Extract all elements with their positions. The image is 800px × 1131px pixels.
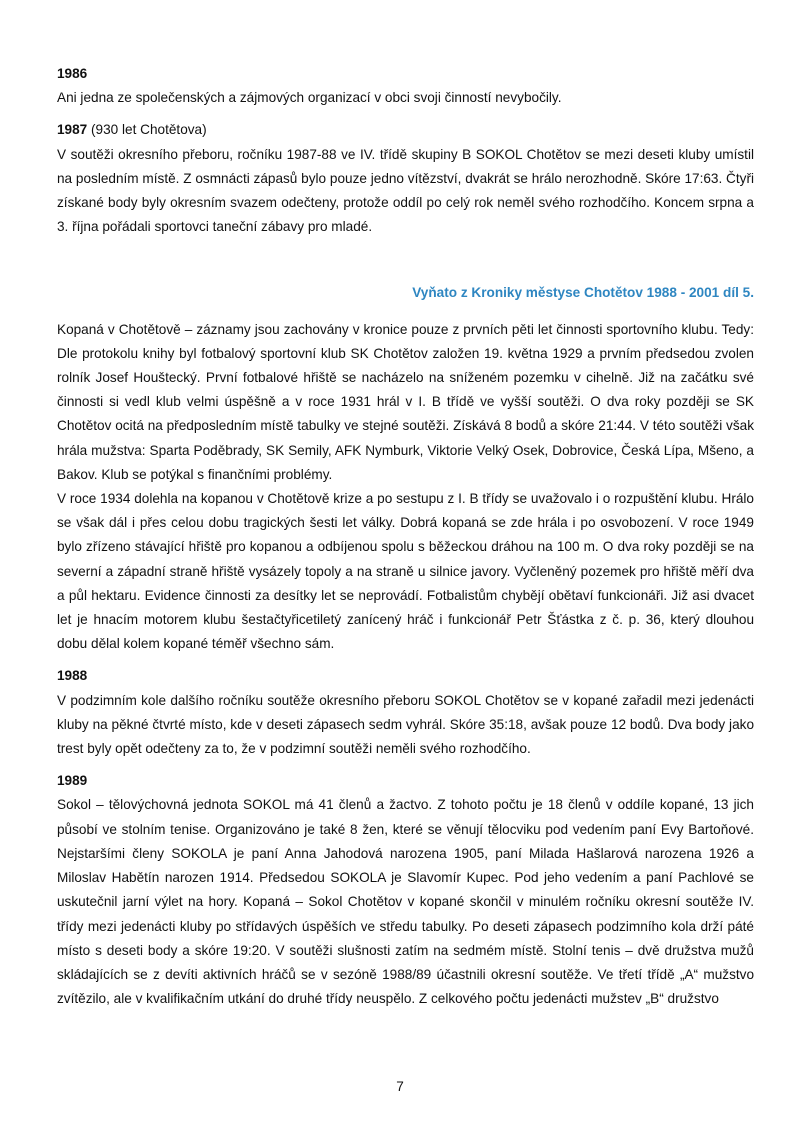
year-heading-1987: 1987 — [57, 122, 88, 138]
section-1989 — [57, 769, 754, 1011]
paragraph-1987: V soutěži okresního přeboru, ročníku 1987-88 ve IV. třídě skupiny B SOKOL Chotětov se mezi deseti kluby umístil na posledním místě. Z osmnácti zápasů bylo pouze jedno vítězství, dvakrát se hrálo nerozhodně. Skóre 17:63. Čtyři získané body byly okresním svazem odečteny, protože oddíl po celý rok neměl svého rozhodčího. Koncem srpna a 3. října pořádali sportovci taneční zábavy pro mladé. — [57, 146, 754, 235]
year-heading-1989: 1989 — [57, 773, 88, 789]
paragraph-1986: Ani jedna ze společenských a zájmových organizací v obci svoji činností nevybočily. — [57, 90, 562, 106]
paragraph-1988: V podzimním kole dalšího ročníku soutěže okresního přeboru SOKOL Chotětov se v kopané zařadil mezi jedenácti kluby na pěkné čtvrté místo, kde v deseti zápasech sedm vyhrál. Skóre 35:18, avšak pouze 12 bodů. Dva body jako trest byly opět odečteny za to, že v podzimní soutěži neměli svého rozhodčího. — [57, 692, 754, 757]
year-heading-1988: 1988 — [57, 668, 88, 684]
section-1988 — [57, 664, 754, 761]
chronicle-title: Vyňato z Kroniky městyse Chotětov 1988 - 2001 díl 5. — [412, 285, 754, 301]
year-heading-1987-line — [57, 118, 754, 142]
year-heading-1986: 1986 — [57, 66, 88, 81]
section-1987 — [57, 118, 754, 239]
year-note-1987: (930 let Chotětova) — [91, 122, 207, 138]
paragraph-football-2: V roce 1934 dolehla na kopanou v Chotětově krize a po sestupu z I. B třídy se uvažovalo i o rozpuštění klubu. Hrálo se však dál i přes celou dobu tragických šesti let války. Dobrá kopaná se zde hrála i po osvobození. V roce 1949 bylo zřízeno stávající hřiště pro kopanou a odbíjenou spolu s běžeckou dráhou na 100 m. O dva roky později se na severní a západní straně hřiště vysázely topoly a na straně u silnice javory. Vyčleněný pozemek pro hřiště měří dva a půl hektaru. Evidence činnosti za desítky let se neprovádí. Fotbalistům chybějí obětaví funkcionáři. Již asi dvacet let je hnacím motorem klubu šestačtyřicetiletý zanícený hráč i funkcionář Petr Šťástka z č. p. 36, který dlouhou dobu dělal kolem kopané téměř všechno sám. — [57, 491, 754, 652]
page-content — [57, 62, 754, 1019]
paragraph-1989: Sokol – tělovýchovná jednota SOKOL má 41 členů a žactvo. Z tohoto počtu je 18 členů v oddíle kopané, 13 jich působí ve stolním tenise. Organizováno je také 8 žen, které se věnují tělocviku pod vedením paní Evy Bartoňové. Nejstaršími členy SOKOLA je paní Anna Jahodová narozena 1905, paní Milada Hašlarová narozena 1926 a Miloslav Habětín narozen 1914. Předsedou SOKOLA je Slavomír Kupec. Pod jeho vedením a paní Pachlové se uskutečnil jarní výlet na hory. Kopaná – Sokol Chotětov v kopané skončil v minulém ročníku okresní soutěže IV. třídy mezi jedenácti kluby po střídavých úspěších ve středu tabulky. Po deseti zápasech podzimního kola drží páté místo s deseti body a skóre 19:20. V soutěži slušnosti zatím na sedmém místě. Stolní tenis – dvě družstva mužů skládajících se z devíti aktivních hráčů se v sezóně 1988/89 účastnili okresní soutěže. Ve třetí třídě „A“ mužstvo zvítězilo, ale v kvalifikačním utkání do druhé třídy neuspělo. Z celkového počtu jedenácti mužstev „B“ družstvo — [57, 797, 754, 1007]
page-number: 7 — [396, 1079, 404, 1094]
section-football-history — [57, 318, 754, 657]
section-1986 — [57, 62, 754, 110]
paragraph-football-1: Kopaná v Chotětově – záznamy jsou zachovány v kronice pouze z prvních pěti let činnosti sportovního klubu. Tedy: Dle protokolu knihy byl fotbalový sportovní klub SK Chotětov založen 19. května 1929 a prvním předsedou zvolen rolník Josef Houštecký. První fotbalové hřiště se nacházelo na sníženém pozemku v cihelně. Již na začátku své činnosti si vedl klub velmi úspěšně a v roce 1931 hrál v I. B třídě ve vyšší soutěži. O dva roky později se SK Chotětov ocitá na předposledním místě tabulky ve stejné soutěži. Získává 8 bodů a skóre 21:44. V této soutěži však hrála mužstva: Sparta Poděbrady, SK Semily, AFK Nymburk, Viktorie Velký Osek, Dobrovice, Česká Lípa, Mšeno, a Bakov. Klub se potýkal s finančními problémy. — [57, 321, 754, 482]
